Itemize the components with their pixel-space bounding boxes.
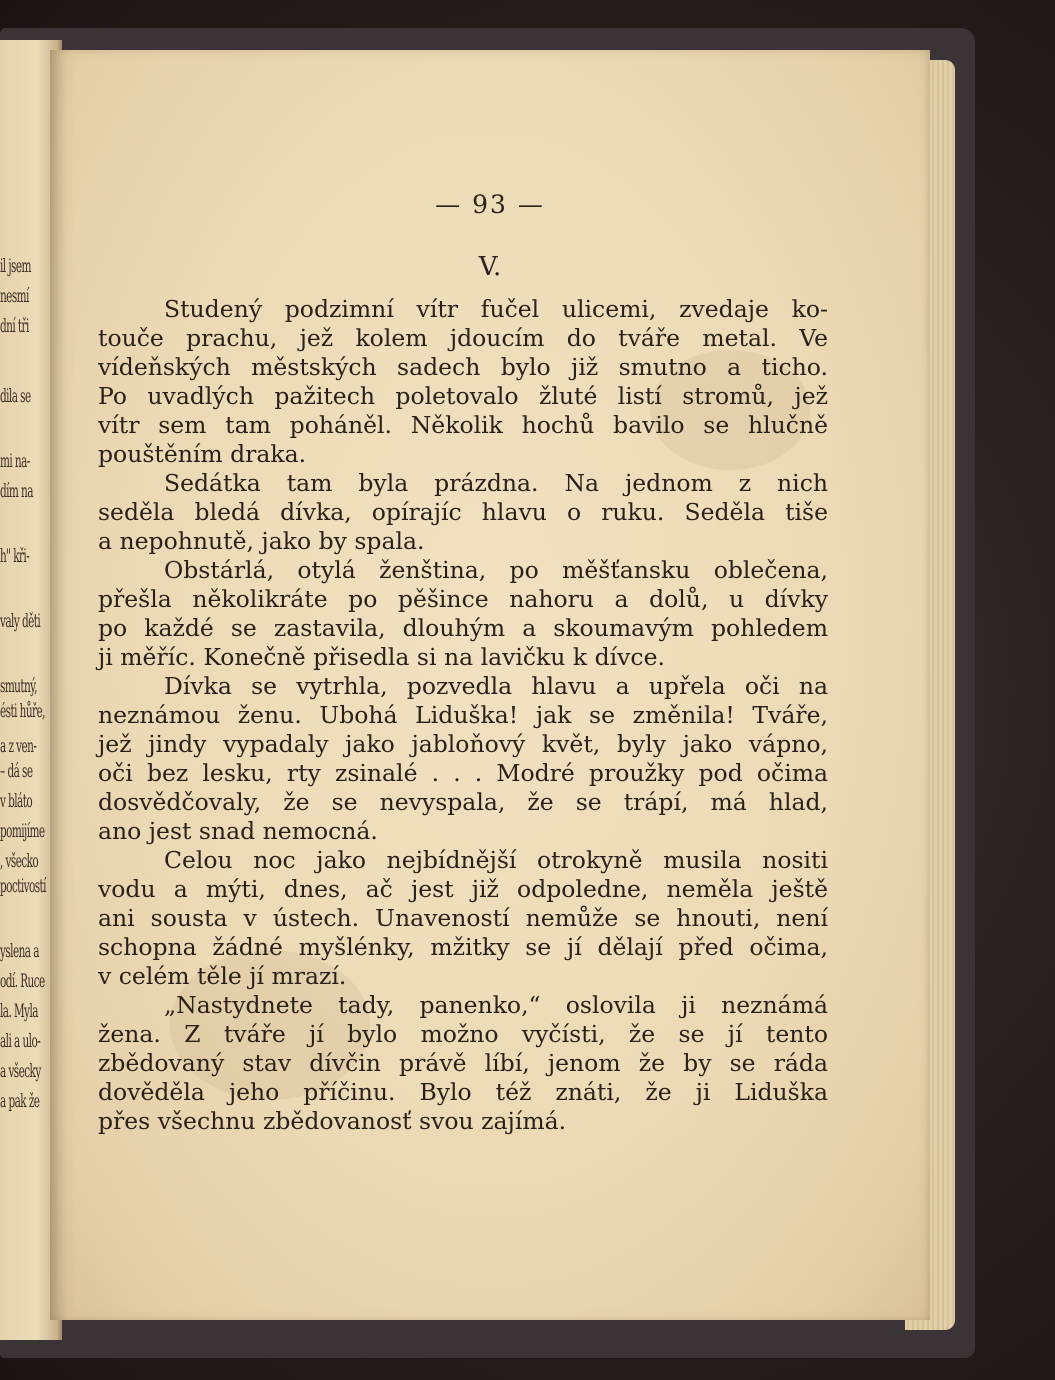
left-page-fragment: v bláto (0, 790, 33, 812)
text-line: přes všechnu zbědovanosť svou zajímá. (98, 1107, 567, 1135)
text-line: po každé se zastavila, dlouhým a skoumavým pohledem (98, 614, 828, 642)
left-page-fragment: il jsem (0, 255, 31, 277)
left-page-fragment: nesmí (0, 285, 29, 307)
left-page-fragment: h" kři- (0, 545, 30, 567)
text-line: ani sousta v ústech. Unaveností nemůže se hnouti, není (98, 904, 828, 932)
text-line: oči bez lesku, rty zsinalé . . . Modré proužky pod očima (98, 759, 828, 787)
left-page-fragment: ali a ulo- (0, 1030, 41, 1052)
text-line: pouštěním draka. (98, 440, 307, 468)
text-line: a nepohnutě, jako by spala. (98, 527, 425, 555)
body-text (98, 295, 828, 1136)
text-line: ano jest snad nemocná. (98, 817, 378, 845)
text-line: vítr sem tam poháněl. Několik hochů bavilo se hlučně (98, 411, 828, 439)
left-page-fragment: – dá se (0, 760, 33, 782)
left-page-fragment: odí. Ruce (0, 970, 45, 992)
left-page-fragment: yslena a (0, 940, 39, 962)
text-line: schopna žádné myšlénky, mžitky se jí dělají před očima, (98, 933, 828, 961)
text-line: žena. Z tváře jí bylo možno vyčísti, že se jí tento (98, 1020, 828, 1048)
left-page-fragment: dím na (0, 480, 33, 502)
text-line: ji měříc. Konečně přisedla si na lavičku k dívce. (98, 643, 665, 671)
left-page-fragment: la. Myla (0, 1000, 38, 1022)
text-line: Sedátka tam byla prázdna. Na jednom z nich (164, 469, 828, 497)
text-line: vodu a mýti, dnes, ač jest již odpoledne, neměla ještě (98, 875, 828, 903)
text-line: jež jindy vypadaly jako jabloňový květ, byly jako vápno, (98, 730, 828, 758)
left-page-fragment: valy děti (0, 610, 41, 632)
left-page-fragment: smutný, (0, 675, 37, 697)
left-page-fragment: a z ven- (0, 735, 37, 757)
text-line: přešla několikráte po pěšince nahoru a dolů, u dívky (98, 585, 828, 613)
left-page-fragment: mi na- (0, 450, 30, 472)
left-page-fragment: a pak že (0, 1090, 40, 1112)
left-page-fragment: dní tři (0, 315, 29, 337)
text-line: dověděla jeho příčinu. Bylo též znáti, že ji Liduška (98, 1078, 828, 1106)
text-line: zbědovaný stav dívčin právě líbí, jenom že by se ráda (98, 1049, 828, 1077)
text-line: Dívka se vytrhla, pozvedla hlavu a upřela oči na (164, 672, 828, 700)
left-page-fragment: poctivostí (0, 875, 46, 897)
text-line: vídeňských městských sadech bylo již smutno a ticho. (98, 353, 828, 381)
book-page (50, 50, 930, 1320)
left-page-fragment: a všecky (0, 1060, 41, 1082)
text-line: Celou noc jako nejbídnější otrokyně musila nositi (164, 846, 828, 874)
text-line: Po uvadlých pažitech poletovalo žluté listí stromů, jež (98, 382, 828, 410)
chapter-heading: V. (478, 252, 502, 282)
text-line: seděla bledá dívka, opírajíc hlavu o ruku. Seděla tiše (98, 498, 828, 526)
left-page-fragment: pomijíme (0, 820, 45, 842)
text-line: Studený podzimní vítr fučel ulicemi, zvedaje ko- (164, 295, 828, 323)
left-page-fragment: , všecko (0, 850, 39, 872)
text-line: „Nastydnete tady, panenko,“ oslovila ji neznámá (164, 991, 828, 1019)
page-number: — 93 — (435, 190, 545, 219)
left-page-fragment: ésti hůře, (0, 700, 45, 722)
text-line: touče prachu, jež kolem jdoucím do tváře metal. Ve (98, 324, 828, 352)
left-page-fragment: dila se (0, 385, 31, 407)
text-line: Obstárlá, otylá ženština, po měšťansku oblečena, (164, 556, 828, 584)
text-line: v celém těle jí mrazí. (98, 962, 347, 990)
text-line: neznámou ženu. Ubohá Liduška! jak se změnila! Tváře, (98, 701, 828, 729)
text-line: dosvědčovaly, že se nevyspala, že se trápí, má hlad, (98, 788, 828, 816)
